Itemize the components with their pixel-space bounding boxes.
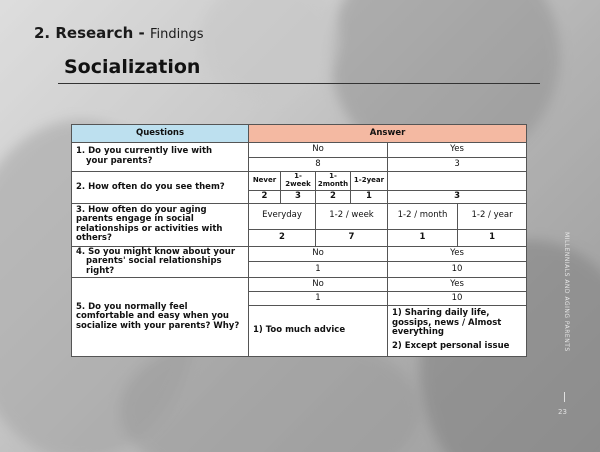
question-3: 3. How often do your aging parents engage in social relationships or activities with others?	[72, 203, 249, 246]
q4-answer-no: No	[249, 246, 388, 262]
q2-count-month: 2	[316, 190, 351, 203]
q3-month: 1-2 / month	[388, 203, 458, 229]
q1-answer-no: No	[249, 143, 388, 158]
q3-week: 1-2 / week	[316, 203, 388, 229]
q3-count-year: 1	[458, 229, 527, 246]
q5-answer-yes: Yes	[388, 278, 527, 292]
q2-count-year: 1	[351, 190, 388, 203]
question-1-line1: 1. Do you currently live with	[76, 146, 213, 157]
question-4-line2: parents' social relationships right?	[86, 256, 222, 276]
question-5: 5. Do you normally feel comfortable and easy when you socialize with your parents? Why?	[72, 278, 249, 357]
questions-header: Questions	[72, 125, 249, 143]
q2-blank	[388, 172, 527, 191]
findings-table	[71, 124, 527, 357]
q4-answer-yes: Yes	[388, 246, 527, 262]
question-2: 2. How often do you see them?	[72, 172, 249, 204]
q2-week: 1-2week	[281, 172, 316, 191]
section-heading	[34, 24, 203, 42]
q2-year: 1-2year	[351, 172, 388, 191]
title-divider	[58, 83, 540, 84]
q5-count-no: 1	[249, 292, 388, 306]
section-number: 2. Research	[34, 24, 134, 42]
table-row	[72, 143, 527, 158]
q3-count-week: 7	[316, 229, 388, 246]
q2-count-week: 3	[281, 190, 316, 203]
table-row	[72, 278, 527, 292]
q4-count-no: 1	[249, 262, 388, 278]
question-4-line1: 4. So you might know about your	[76, 246, 236, 257]
side-divider	[564, 392, 565, 402]
section-separator: -	[133, 24, 150, 42]
q5-count-yes: 10	[388, 292, 527, 306]
side-caption: MILLENNIALS AND AGING PARENTS	[563, 232, 570, 352]
q1-count-no: 8	[249, 158, 388, 172]
q1-answer-yes: Yes	[388, 143, 527, 158]
q5-reason-yes	[388, 306, 527, 357]
q1-count-yes: 3	[388, 158, 527, 172]
q3-count-everyday: 2	[249, 229, 316, 246]
question-1-line2: your parents?	[86, 156, 153, 166]
table-row	[72, 203, 527, 229]
section-subtitle: Findings	[149, 27, 204, 42]
q3-everyday: Everyday	[249, 203, 316, 229]
table-row	[72, 172, 527, 191]
q2-count-other: 3	[388, 190, 527, 203]
answer-header: Answer	[249, 125, 527, 143]
q3-count-month: 1	[388, 229, 458, 246]
table-row	[72, 246, 527, 262]
q4-count-yes: 10	[388, 262, 527, 278]
question-4	[72, 246, 249, 278]
q2-never: Never	[249, 172, 281, 191]
q2-count-never: 2	[249, 190, 281, 203]
q5-reason-yes-1: 1) Sharing daily life, gossips, news / Almost everything	[392, 308, 502, 338]
page-title: Socialization	[64, 56, 201, 78]
page-number: 23	[558, 408, 567, 416]
q3-year: 1-2 / year	[458, 203, 527, 229]
table-header-row	[72, 125, 527, 143]
q5-answer-no: No	[249, 278, 388, 292]
q5-reason-yes-2: 2) Except personal issue	[392, 340, 510, 351]
question-1	[72, 143, 249, 172]
q2-month: 1-2month	[316, 172, 351, 191]
q5-reason-no: 1) Too much advice	[249, 306, 388, 357]
